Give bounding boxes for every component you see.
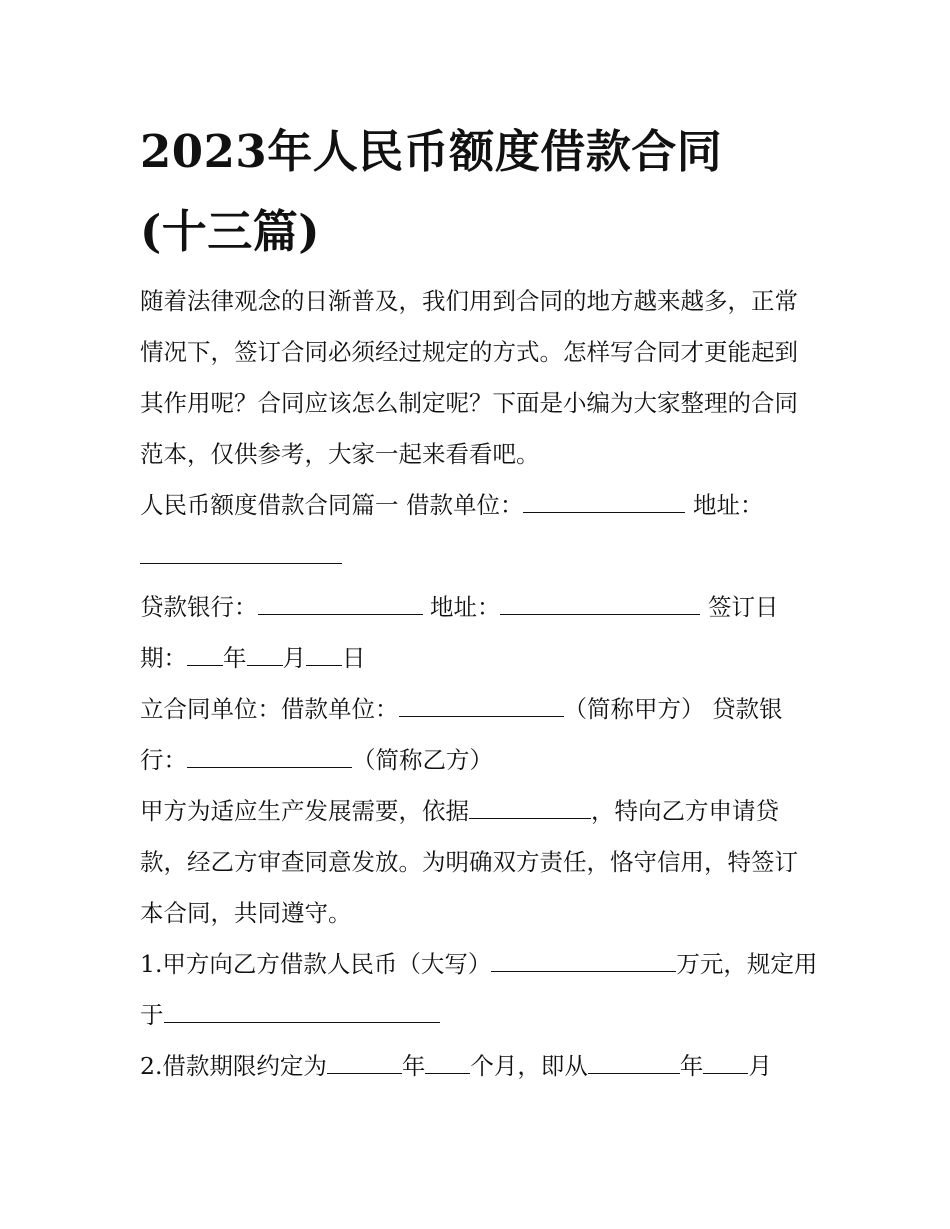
amount-blank	[491, 951, 676, 972]
borrower-address-blank	[140, 543, 342, 564]
term-months-blank	[425, 1053, 470, 1074]
lender-address-label: 地址：	[429, 593, 501, 621]
party-a-label: （简称甲方） 贷款银行：	[140, 695, 783, 774]
paragraph-purpose	[140, 786, 820, 939]
clause-1-before: 1.甲方向乙方借款人民币（大写）	[140, 950, 492, 978]
borrower-label: 人民币额度借款合同篇一 借款单位：	[140, 491, 524, 519]
paragraph-lender	[140, 582, 820, 684]
borrower-blank	[523, 492, 685, 513]
sign-month-blank	[247, 645, 283, 666]
basis-blank	[469, 798, 591, 819]
clause-1-unit: 万元，规定用于	[140, 950, 818, 1029]
clause-2	[140, 1041, 820, 1092]
lender-label: 贷款银行：	[140, 593, 258, 621]
usage-blank	[164, 1002, 440, 1023]
start-year-blank	[588, 1053, 680, 1074]
sign-date-label: 签订日期：	[140, 593, 779, 672]
document-body	[140, 276, 820, 1092]
party-b-blank	[187, 747, 352, 768]
term-years-blank	[327, 1053, 402, 1074]
parties-label: 立合同单位：借款单位：	[140, 695, 399, 723]
party-a-blank	[399, 696, 564, 717]
start-month-blank	[703, 1053, 748, 1074]
lender-address-blank	[500, 594, 700, 615]
title-line-1: 2023年人民币额度借款合同	[140, 125, 723, 178]
clause-2-before: 2.借款期限约定为	[140, 1052, 327, 1080]
intro-paragraph: 随着法律观念的日渐普及，我们用到合同的地方越来越多，正常情况下，签订合同必须经过规定的方式。怎样写合同才更能起到其作用呢？合同应该怎么制定呢？下面是小编为大家整理的合同范本，仅供参考，大家一起来看看吧。	[140, 287, 798, 468]
sign-year-blank	[187, 645, 223, 666]
day-label: 日	[342, 644, 366, 672]
sign-day-blank	[306, 645, 342, 666]
paragraph-parties	[140, 684, 820, 786]
purpose-before: 甲方为适应生产发展需要，依据	[140, 797, 469, 825]
title-line-2: (十三篇)	[140, 205, 321, 258]
clause-2-month: 月	[748, 1052, 772, 1080]
paragraph-borrower	[140, 480, 820, 582]
borrower-address-label: 地址：	[692, 491, 764, 519]
lender-blank	[258, 594, 423, 615]
clause-2-months: 个月，即从	[470, 1052, 588, 1080]
clause-2-year2: 年	[679, 1052, 704, 1080]
document-title	[140, 112, 820, 272]
month-label: 月	[282, 644, 306, 672]
party-b-label: （简称乙方）	[352, 746, 493, 774]
purpose-after: ，特向乙方申请贷款，经乙方审查同意发放。为明确双方责任，恪守信用，特签订本合同，共同遵守。	[140, 797, 798, 927]
year-label: 年	[223, 644, 247, 672]
clause-1	[140, 939, 820, 1041]
clause-2-year: 年	[401, 1052, 426, 1080]
